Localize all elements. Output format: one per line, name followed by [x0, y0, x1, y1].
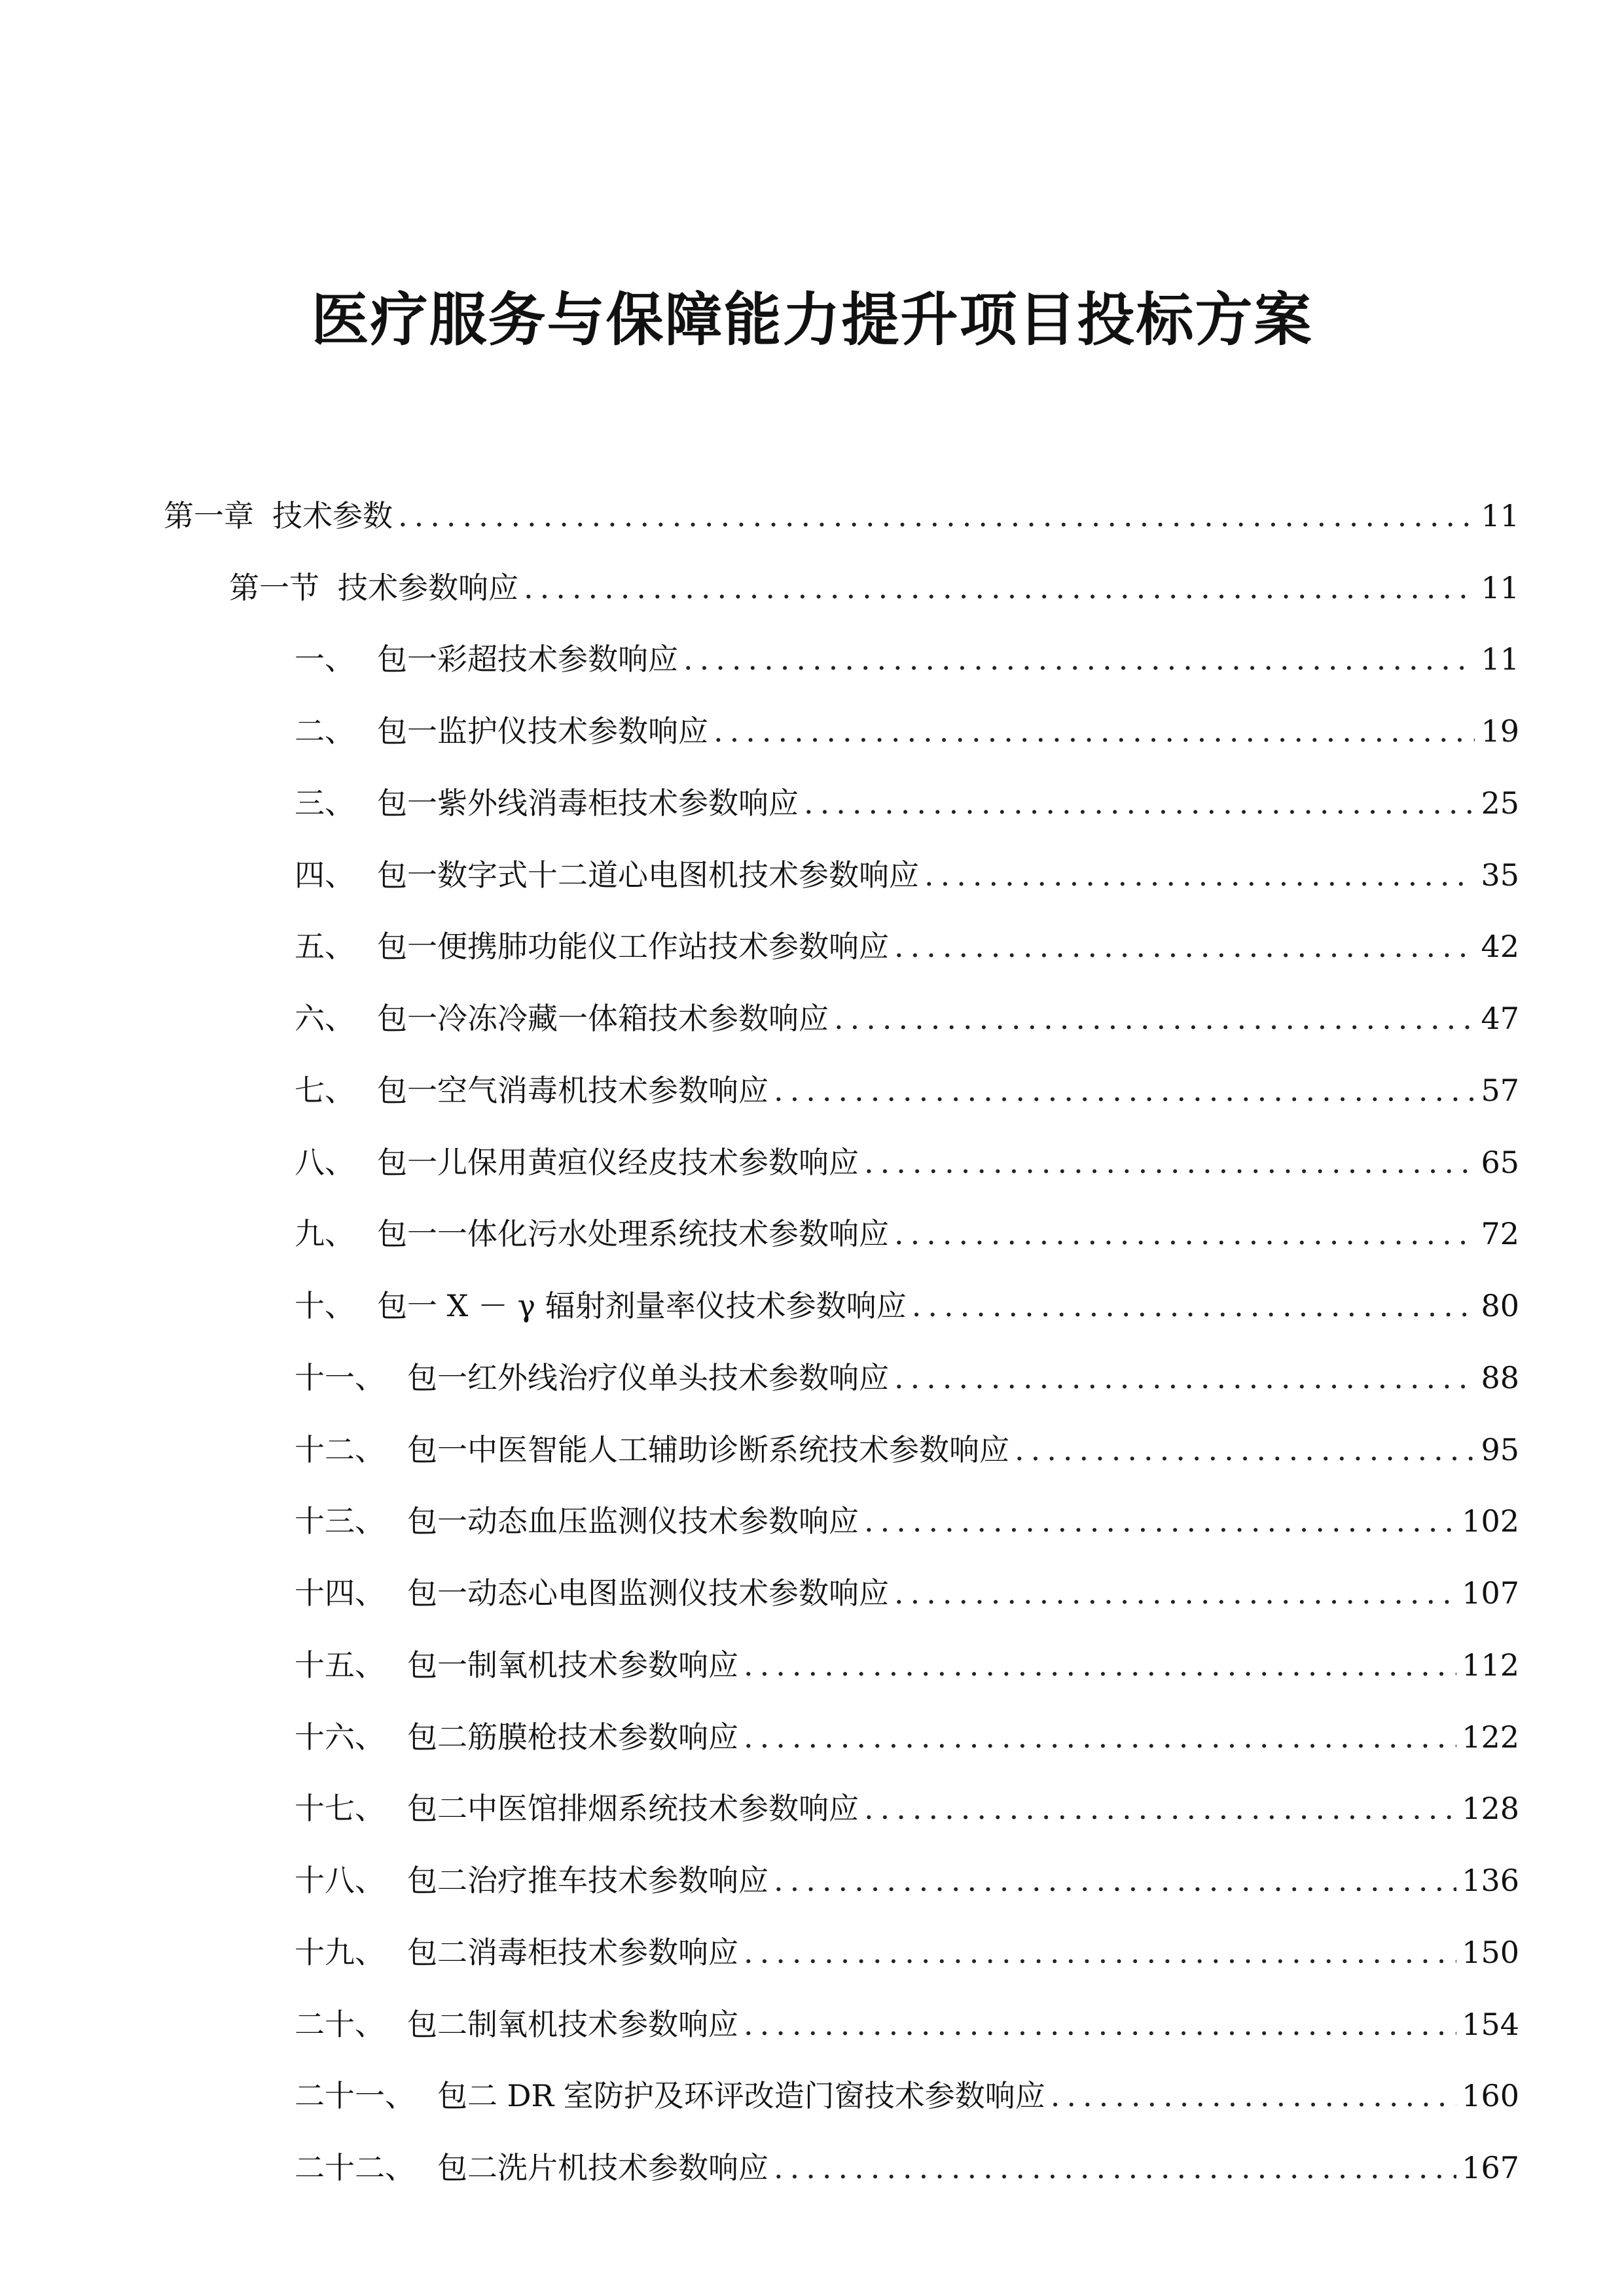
toc-dot-leader [744, 1647, 1456, 1683]
toc-entry-label: 包一一体化污水处理系统技术参数响应 [377, 1216, 889, 1251]
toc-entry-page: 42 [1481, 929, 1519, 964]
toc-entry-number: 第一章 [164, 498, 254, 533]
toc-entry-item[interactable] [295, 2001, 1519, 2047]
toc-entry-page: 80 [1481, 1288, 1519, 1323]
toc-entry-page: 150 [1462, 1935, 1519, 1970]
toc-entry-label: 包二洗片机技术参数响应 [437, 2150, 768, 2185]
toc-entry-page: 128 [1462, 1791, 1519, 1826]
toc-entry-page: 107 [1462, 1575, 1519, 1611]
toc-entry-page: 167 [1462, 2150, 1519, 2185]
toc-entry-label: 包二消毒柜技术参数响应 [407, 1935, 738, 1970]
toc-entry-item[interactable] [295, 1139, 1519, 1185]
toc-entry-item[interactable] [295, 708, 1519, 753]
toc-dot-leader [1051, 2078, 1456, 2113]
toc-entry-label: 包一空气消毒机技术参数响应 [377, 1073, 768, 1108]
toc-dot-leader [834, 1001, 1475, 1036]
toc-entry-number: 十一、 [295, 1360, 385, 1395]
toc-dot-leader [894, 1360, 1475, 1395]
toc-entry-item[interactable] [295, 636, 1519, 681]
toc-entry-label: 技术参数响应 [338, 570, 518, 605]
toc-entry-page: 65 [1481, 1145, 1519, 1180]
toc-entry-page: 47 [1481, 1001, 1519, 1036]
toc-entry-number: 十三、 [295, 1503, 385, 1539]
toc-entry-page: 95 [1481, 1432, 1519, 1467]
toc-dot-leader [894, 1216, 1475, 1251]
toc-entry-number: 四、 [295, 857, 355, 893]
toc-entry-label: 包二中医馆排烟系统技术参数响应 [407, 1791, 859, 1826]
toc-dot-leader [774, 2150, 1456, 2185]
toc-entry-page: 19 [1481, 713, 1519, 749]
toc-entry-page: 136 [1462, 1863, 1519, 1898]
toc-entry-label: 包一监护仪技术参数响应 [377, 713, 708, 749]
toc-dot-leader [864, 1145, 1475, 1180]
toc-entry-number: 九、 [295, 1216, 355, 1251]
toc-entry-page: 88 [1481, 1360, 1519, 1395]
toc-entry-page: 72 [1481, 1216, 1519, 1251]
toc-entry-item[interactable] [295, 1067, 1519, 1113]
toc-entry-page: 102 [1462, 1503, 1519, 1539]
toc-entry-number: 十、 [295, 1288, 355, 1323]
toc-dot-leader [398, 498, 1475, 533]
toc-entry-number: 十八、 [295, 1863, 385, 1898]
toc-entry-number: 十六、 [295, 1719, 385, 1755]
toc-dot-leader [774, 1073, 1475, 1108]
toc-entry-page: 11 [1481, 498, 1519, 533]
toc-entry-item[interactable] [295, 1857, 1519, 1903]
toc-dot-leader [864, 1503, 1456, 1539]
toc-entry-page: 122 [1462, 1719, 1519, 1755]
toc-entry-label: 包一彩超技术参数响应 [377, 641, 678, 677]
toc-entry-section-1[interactable] [229, 564, 1519, 610]
toc-entry-number: 第一节 [229, 570, 319, 605]
toc-dot-leader [804, 785, 1475, 821]
toc-entry-label: 包一儿保用黄疸仪经皮技术参数响应 [377, 1145, 859, 1180]
toc-dot-leader [683, 641, 1475, 677]
toc-entry-number: 二十一、 [295, 2078, 415, 2113]
toc-entry-page: 25 [1481, 785, 1519, 821]
toc-entry-item[interactable] [295, 995, 1519, 1041]
toc-entry-page: 57 [1481, 1073, 1519, 1108]
toc-entry-item[interactable] [295, 1785, 1519, 1831]
toc-entry-number: 十五、 [295, 1647, 385, 1683]
toc-entry-item[interactable] [295, 1282, 1519, 1328]
toc-entry-number: 三、 [295, 785, 355, 821]
toc-entry-number: 二、 [295, 713, 355, 749]
toc-entry-item[interactable] [295, 1354, 1519, 1400]
document-title: 医疗服务与保障能力提升项目投标方案 [311, 285, 1313, 353]
toc-dot-leader [1015, 1432, 1475, 1467]
toc-entry-label: 包一红外线治疗仪单头技术参数响应 [407, 1360, 889, 1395]
toc-dot-leader [864, 1791, 1456, 1826]
toc-entry-item[interactable] [295, 1570, 1519, 1615]
toc-entry-chapter-1[interactable] [164, 492, 1519, 538]
toc-entry-item[interactable] [295, 1641, 1519, 1687]
toc-dot-leader [524, 570, 1475, 605]
toc-entry-label: 包一冷冻冷藏一体箱技术参数响应 [377, 1001, 829, 1036]
toc-entry-label: 包一紫外线消毒柜技术参数响应 [377, 785, 799, 821]
toc-entry-page: 160 [1462, 2078, 1519, 2113]
toc-entry-label: 包二治疗推车技术参数响应 [407, 1863, 768, 1898]
toc-dot-leader [774, 1863, 1456, 1898]
toc-entry-page: 112 [1462, 1647, 1519, 1683]
toc-entry-label: 包一 X － γ 辐射剂量率仪技术参数响应 [377, 1288, 907, 1323]
toc-entry-label: 技术参数 [272, 498, 393, 533]
toc-dot-leader [713, 713, 1475, 749]
toc-entry-number: 二十、 [295, 2007, 385, 2042]
toc-entry-page: 11 [1481, 570, 1519, 605]
toc-entry-number: 二十二、 [295, 2150, 415, 2185]
toc-dot-leader [744, 1935, 1456, 1970]
toc-entry-item[interactable] [295, 1929, 1519, 1975]
toc-entry-item[interactable] [295, 2144, 1519, 2190]
toc-entry-label: 包二制氧机技术参数响应 [407, 2007, 738, 2042]
toc-entry-label: 包一动态血压监测仪技术参数响应 [407, 1503, 859, 1539]
toc-entry-number: 七、 [295, 1073, 355, 1108]
toc-entry-number: 八、 [295, 1145, 355, 1180]
toc-entry-number: 十四、 [295, 1575, 385, 1611]
toc-entry-item[interactable] [295, 852, 1519, 897]
toc-entry-item[interactable] [295, 1713, 1519, 1759]
toc-entry-item[interactable] [295, 923, 1519, 969]
toc-dot-leader [894, 929, 1475, 964]
toc-entry-label: 包一数字式十二道心电图机技术参数响应 [377, 857, 919, 893]
toc-entry-item[interactable] [295, 780, 1519, 825]
toc-entry-label: 包二 DR 室防护及环评改造门窗技术参数响应 [437, 2078, 1045, 2113]
toc-entry-label: 包一便携肺功能仪工作站技术参数响应 [377, 929, 889, 964]
toc-entry-item[interactable] [295, 2072, 1519, 2118]
toc-entry-page: 35 [1481, 857, 1519, 893]
toc-entry-page: 11 [1481, 641, 1519, 677]
toc-entry-label: 包一动态心电图监测仪技术参数响应 [407, 1575, 889, 1611]
toc-entry-item[interactable] [295, 1210, 1519, 1256]
toc-entry-label: 包一中医智能人工辅助诊断系统技术参数响应 [407, 1432, 1009, 1467]
toc-dot-leader [894, 1575, 1456, 1611]
toc-entry-label: 包二筋膜枪技术参数响应 [407, 1719, 738, 1755]
toc-entry-number: 十七、 [295, 1791, 385, 1826]
toc-entry-item[interactable] [295, 1498, 1519, 1543]
toc-entry-number: 十九、 [295, 1935, 385, 1970]
toc-entry-number: 六、 [295, 1001, 355, 1036]
toc-entry-number: 十二、 [295, 1432, 385, 1467]
toc-dot-leader [924, 857, 1475, 893]
toc-entry-label: 包一制氧机技术参数响应 [407, 1647, 738, 1683]
toc-entry-item[interactable] [295, 1426, 1519, 1472]
toc-entry-number: 一、 [295, 641, 355, 677]
toc-dot-leader [912, 1288, 1475, 1323]
toc-dot-leader [744, 1719, 1456, 1755]
toc-dot-leader [744, 2007, 1456, 2042]
toc-entry-number: 五、 [295, 929, 355, 964]
toc-entry-page: 154 [1462, 2007, 1519, 2042]
